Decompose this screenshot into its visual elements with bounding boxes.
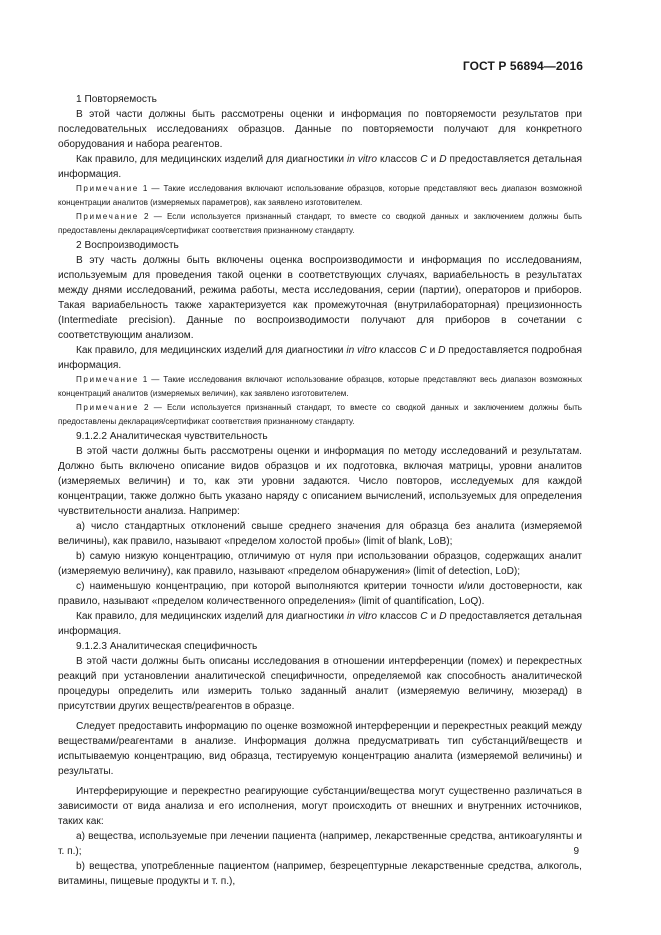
list-item: b) вещества, употребленные пациентом (например, безрецептурные лекарственные средства, алкоголь, витамины, пищевые продукты и т. п.), — [58, 861, 582, 887]
paragraph — [58, 343, 582, 373]
note-text: 2 — Если используется признанный стандарт, то вместе со сводкой данных и заключением должны быть предоставлены декларация/сертификат соответствия признанному стандарту. — [58, 212, 582, 235]
italic-term: in vitro — [346, 154, 377, 165]
list-item: b) самую низкую концентрацию, отличимую от нуля при использовании образцов, содержащих аналит (измеряемую величину), как правило, называют «пределом обнаружения» (limit of detection, LoD); — [58, 551, 582, 577]
italic-class: D — [439, 611, 447, 622]
paragraph: В этой части должны быть рассмотрены оценки и информация по методу исследований и результатам. Должно быть включено описание видов образцов и их подготовка, включая матрицы, уровни аналитов (измеряемых величин) и то, как эти уровни задаются. Число повторов, исследуемых для каждой концентрации, также должно быть указано наряду с описанием вычислений, используемых для определения чувствительности анализа. Например: — [58, 446, 582, 517]
note-label: Примечание — [76, 403, 139, 412]
note-text: 1 — Такие исследования включают использование образцов, которые представляют весь диапазон возможных концентраций аналитов (измеряемых величин), как заявлено изготовителем. — [58, 375, 582, 398]
text: Как правило, для медицинских изделий для диагностики — [76, 154, 347, 165]
italic-class: C — [420, 154, 428, 165]
paragraph — [58, 152, 582, 182]
document-body — [58, 92, 582, 889]
section-heading-reproducibility: 2 Воспроизводимость — [76, 240, 179, 251]
note-label: Примечание — [76, 212, 139, 221]
italic-term: in vitro — [346, 345, 377, 356]
paragraph — [58, 609, 582, 639]
note-label: Примечание — [76, 184, 139, 193]
paragraph: В этой части должны быть описаны исследования в отношении интерференции (помех) и перекрестных реакций при установлении аналитической специфичности, определяемой как способность аналитической процедуры определить или измерить только заданный аналит (измеряемую величину, мюзерад) в присутствии других веществ/реагентов в образце. — [58, 656, 582, 712]
paragraph: В этой части должны быть рассмотрены оценки и информация по повторяемости результатов при последовательных исследованиях образцов. Данные по повторяемости получают для конкретного оборудования и набора реагентов. — [58, 109, 582, 150]
italic-class: D — [438, 345, 446, 356]
text: и — [427, 611, 440, 622]
italic-class: C — [419, 345, 427, 356]
section-heading-specificity: 9.1.2.3 Аналитическая специфичность — [76, 641, 258, 652]
note — [58, 182, 582, 210]
list-item: c) наименьшую концентрацию, при которой выполняются критерии точности и/или достоверности, как правило, называют «пределом количественного определения» (limit of quantification, LoQ). — [58, 581, 582, 607]
text: Как правило, для медицинских изделий для диагностики — [76, 345, 347, 356]
text: классов — [376, 154, 421, 165]
list-item: а) число стандартных отклонений свыше среднего значения для образца без аналита (измеряемой величины), как правило, называют «пределом холостой пробы» (limit of blank, LoB); — [58, 521, 582, 547]
text: классов — [376, 611, 421, 622]
text: и — [426, 345, 439, 356]
paragraph: В эту часть должны быть включены оценка воспроизводимости и информация по исследованиям, используемым для проведения такой оценки в соответствующих случаях, вариабельность в результатах между днями исследований, режима работы, места исследования, серии (партии), операторов и приборов. Такая вариабельность также характеризуется как промежуточная (внутрилабораторная) прецизионность (Intermediate precision). Данные по воспроизводимости получают для приборов в сочетании с соответствующим анализом. — [58, 255, 582, 341]
note-text: 2 — Если используется признанный стандарт, то вместе со сводкой данных и заключением должны быть предоставлены декларация/сертификат соответствия признанному стандарту. — [58, 403, 582, 426]
text: классов — [376, 345, 420, 356]
paragraph: Интерферирующие и перекрестно реагирующие субстанции/вещества могут существенно различаться в зависимости от вида анализа и его исполнения, могут происходить от внешних и внутренних источников, таких как: — [58, 786, 582, 827]
italic-term: in vitro — [346, 611, 377, 622]
section-heading-sensitivity: 9.1.2.2 Аналитическая чувствительность — [76, 431, 268, 442]
text: предоставляется подробная информация. — [58, 345, 582, 371]
italic-class: C — [420, 611, 428, 622]
text: предоставляется детальная информация. — [58, 611, 582, 637]
section-heading-repeatability: 1 Повторяемость — [76, 94, 157, 105]
standard-header: ГОСТ Р 56894—2016 — [462, 59, 583, 73]
text: предоставляется детальная информация. — [58, 154, 582, 180]
note — [58, 373, 582, 401]
note — [58, 210, 582, 238]
text: Как правило, для медицинских изделий для диагностики — [76, 611, 347, 622]
list-item: а) вещества, используемые при лечении пациента (например, лекарственные средства, антикоагулянты и т. п.); — [58, 831, 582, 857]
note-label: Примечание — [76, 375, 139, 384]
note — [58, 401, 582, 429]
italic-class: D — [439, 154, 447, 165]
text: и — [427, 154, 440, 165]
note-text: 1 — Такие исследования включают использование образцов, которые представляют весь диапазон возможной концентрации аналитов (измеряемых параметров), как заявлено изготовителем. — [58, 184, 582, 207]
paragraph: Следует предоставить информацию по оценке возможной интерференции и перекрестных реакций между веществами/реагентами в анализе. Информация должна предусматривать тип субстанций/веществ и испытываемую концентрацию, вид образца, тестируемую концентрацию аналита (измеряемой величины) и результаты. — [58, 721, 582, 777]
page-number: 9 — [573, 846, 579, 857]
